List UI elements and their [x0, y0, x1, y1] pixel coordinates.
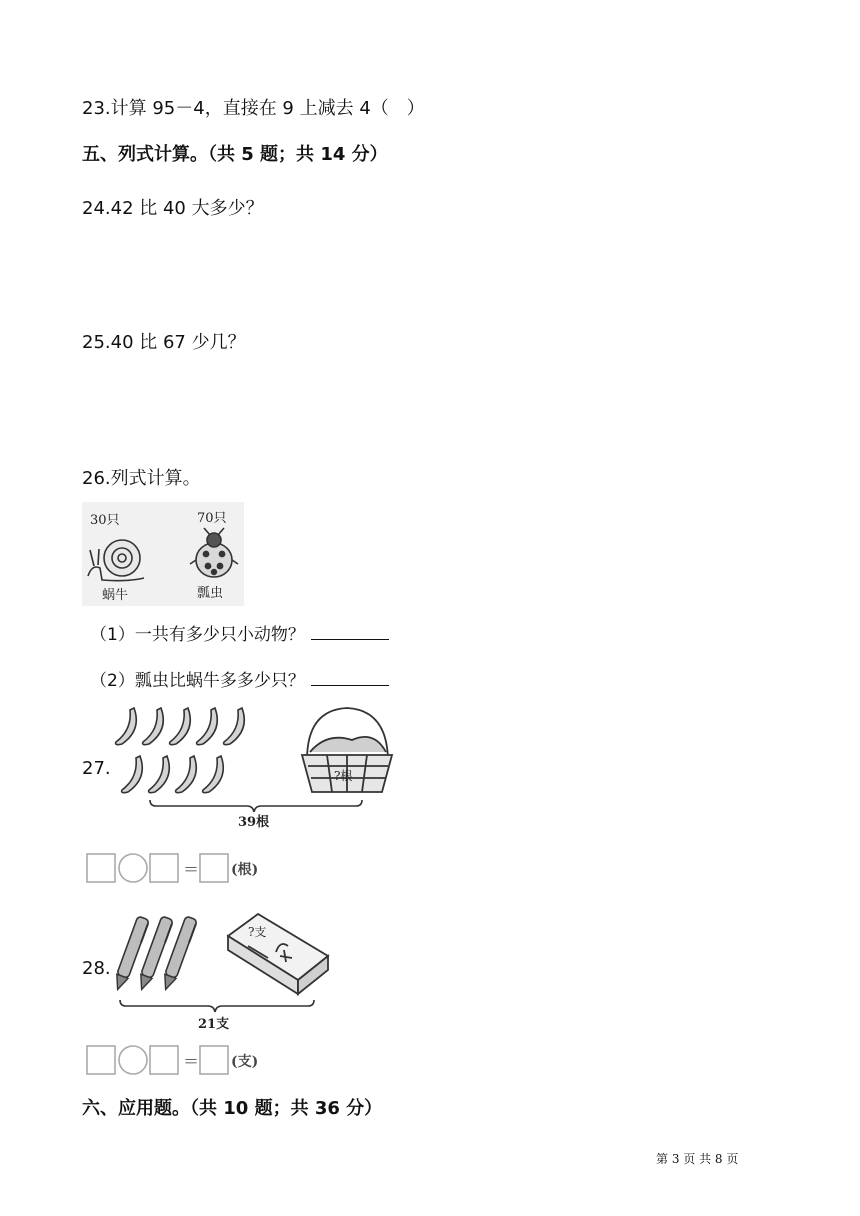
answer-template-27 — [86, 852, 286, 888]
unit-label-27: (根) — [231, 862, 259, 878]
unit-label-28: (支) — [231, 1054, 259, 1070]
answer-box-1[interactable] — [87, 854, 115, 882]
figure-28 — [108, 906, 333, 1034]
question-23: 23.计算 95－4，直接在 9 上减去 4（ ） — [82, 98, 425, 119]
figure-27 — [112, 700, 397, 830]
section-5-heading: 五、列式计算。（共 5 题；共 14 分） — [82, 144, 388, 165]
banana-icon — [176, 756, 197, 793]
answer-box-3[interactable] — [200, 854, 228, 882]
equals-sign: ＝ — [183, 860, 200, 879]
answer-box-2[interactable] — [150, 1046, 178, 1074]
question-28-number: 28. — [82, 958, 111, 979]
answer-box-3[interactable] — [200, 1046, 228, 1074]
question-26-sub-1 — [90, 620, 389, 645]
banana-icon — [143, 708, 164, 745]
answer-blank-1[interactable] — [311, 623, 389, 640]
basket-label: ?根 — [334, 769, 353, 783]
section-6-heading: 六、应用题。（共 10 题；共 36 分） — [82, 1098, 383, 1119]
ladybug-count-label: 70只 — [197, 511, 227, 526]
total-label-27: 39根 — [238, 815, 270, 830]
answer-template-28 — [86, 1044, 286, 1080]
answer-box-1[interactable] — [87, 1046, 115, 1074]
banana-icon — [170, 708, 191, 745]
banana-icon — [149, 756, 170, 793]
total-label-28: 21支 — [198, 1017, 230, 1032]
page-footer: 第 3 页 共 8 页 — [656, 1152, 739, 1166]
snail-name-label: 蜗牛 — [102, 588, 129, 603]
operator-circle[interactable] — [119, 1046, 147, 1074]
banana-icon — [203, 756, 224, 793]
question-26-sub-1-text: （1）一共有多少只小动物？ — [90, 625, 305, 645]
pencil-box-icon — [228, 914, 328, 994]
equals-sign: ＝ — [183, 1052, 200, 1071]
snail-count-label: 30只 — [90, 513, 120, 528]
banana-icon — [116, 708, 137, 745]
pen-group — [112, 916, 197, 992]
ladybug-name-label: 瓢虫 — [197, 586, 224, 601]
answer-blank-2[interactable] — [311, 669, 389, 686]
answer-box-2[interactable] — [150, 854, 178, 882]
question-27-number: 27. — [82, 758, 111, 779]
question-26: 26.列式计算。 — [82, 468, 201, 489]
banana-group — [116, 708, 245, 793]
banana-icon — [224, 708, 245, 745]
total-brace — [150, 800, 362, 812]
question-26-sub-2 — [90, 666, 389, 691]
question-26-sub-2-text: （2）瓢虫比蜗牛多多少只？ — [90, 671, 305, 691]
banana-icon — [122, 756, 143, 793]
question-25: 25.40 比 67 少几？ — [82, 332, 246, 353]
operator-circle[interactable] — [119, 854, 147, 882]
banana-icon — [197, 708, 218, 745]
question-24: 24.42 比 40 大多少？ — [82, 198, 264, 219]
figure-26 — [82, 502, 244, 606]
box-label: ?支 — [248, 925, 267, 939]
total-brace-28 — [120, 1000, 314, 1012]
